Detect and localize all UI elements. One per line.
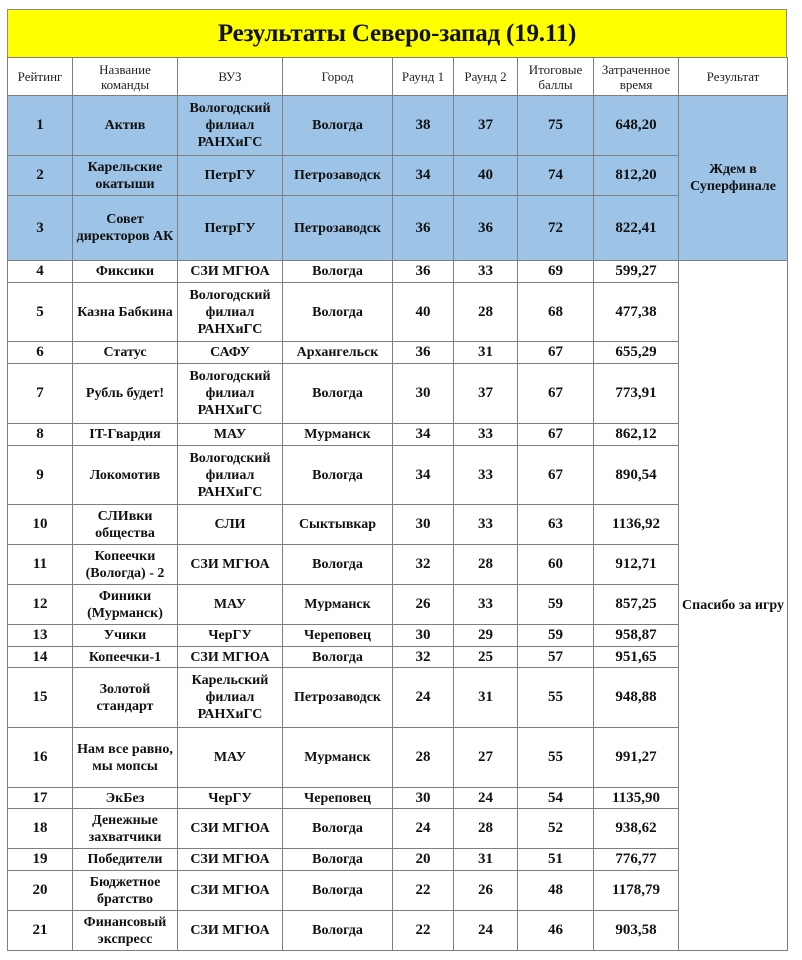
cell-total-score: 48 xyxy=(518,871,594,911)
table-row xyxy=(8,849,788,871)
cell-time-spent: 655,29 xyxy=(594,342,679,364)
cell-round1: 32 xyxy=(393,545,454,585)
cell-time-spent: 951,65 xyxy=(594,647,679,668)
cell-round1: 30 xyxy=(393,364,454,424)
cell-rank: 16 xyxy=(8,728,73,788)
table-row xyxy=(8,647,788,668)
cell-rank: 2 xyxy=(8,156,73,196)
cell-round1: 34 xyxy=(393,424,454,446)
cell-total-score: 69 xyxy=(518,261,594,283)
cell-university: СЗИ МГЮА xyxy=(178,871,283,911)
cell-city: Вологда xyxy=(283,261,393,283)
cell-rank: 3 xyxy=(8,196,73,261)
cell-city: Вологда xyxy=(283,809,393,849)
cell-total-score: 75 xyxy=(518,96,594,156)
cell-rank: 20 xyxy=(8,871,73,911)
table-row xyxy=(8,809,788,849)
cell-city: Вологда xyxy=(283,283,393,342)
cell-round2: 33 xyxy=(454,505,518,545)
cell-round1: 34 xyxy=(393,156,454,196)
cell-total-score: 72 xyxy=(518,196,594,261)
cell-round1: 26 xyxy=(393,585,454,625)
cell-round2: 31 xyxy=(454,849,518,871)
cell-team-name: Совет директоров АК xyxy=(73,196,178,261)
col-header-time: Затраченное время xyxy=(594,58,679,96)
cell-round2: 31 xyxy=(454,342,518,364)
cell-university: МАУ xyxy=(178,585,283,625)
cell-time-spent: 938,62 xyxy=(594,809,679,849)
cell-round2: 33 xyxy=(454,424,518,446)
results-table xyxy=(7,57,788,951)
table-row xyxy=(8,585,788,625)
cell-round2: 40 xyxy=(454,156,518,196)
cell-team-name: Золотой стандарт xyxy=(73,668,178,728)
cell-round1: 30 xyxy=(393,505,454,545)
col-header-city: Город xyxy=(283,58,393,96)
cell-time-spent: 862,12 xyxy=(594,424,679,446)
cell-time-spent: 991,27 xyxy=(594,728,679,788)
table-row xyxy=(8,364,788,424)
header-row xyxy=(8,58,788,96)
cell-team-name: Фиксики xyxy=(73,261,178,283)
cell-city: Вологда xyxy=(283,446,393,505)
cell-team-name: Финансовый экспресс xyxy=(73,911,178,951)
cell-time-spent: 890,54 xyxy=(594,446,679,505)
table-row xyxy=(8,788,788,809)
cell-rank: 12 xyxy=(8,585,73,625)
cell-university: Карельский филиал РАНХиГС xyxy=(178,668,283,728)
col-header-round2: Раунд 2 xyxy=(454,58,518,96)
cell-city: Мурманск xyxy=(283,585,393,625)
cell-round1: 36 xyxy=(393,342,454,364)
cell-university: МАУ xyxy=(178,424,283,446)
cell-rank: 21 xyxy=(8,911,73,951)
cell-city: Вологда xyxy=(283,911,393,951)
table-row xyxy=(8,196,788,261)
cell-round1: 20 xyxy=(393,849,454,871)
cell-rank: 6 xyxy=(8,342,73,364)
cell-team-name: Бюджетное братство xyxy=(73,871,178,911)
cell-round2: 33 xyxy=(454,585,518,625)
col-header-round1: Раунд 1 xyxy=(393,58,454,96)
cell-team-name: Победители xyxy=(73,849,178,871)
cell-city: Петрозаводск xyxy=(283,196,393,261)
cell-total-score: 51 xyxy=(518,849,594,871)
cell-city: Петрозаводск xyxy=(283,156,393,196)
table-row xyxy=(8,342,788,364)
cell-rank: 5 xyxy=(8,283,73,342)
cell-total-score: 60 xyxy=(518,545,594,585)
cell-city: Вологда xyxy=(283,96,393,156)
cell-team-name: Казна Бабкина xyxy=(73,283,178,342)
cell-round2: 28 xyxy=(454,809,518,849)
cell-team-name: Учики xyxy=(73,625,178,647)
cell-round1: 40 xyxy=(393,283,454,342)
col-header-university: ВУЗ xyxy=(178,58,283,96)
cell-round2: 24 xyxy=(454,788,518,809)
cell-round1: 34 xyxy=(393,446,454,505)
table-row xyxy=(8,446,788,505)
cell-team-name: IT-Гвардия xyxy=(73,424,178,446)
cell-time-spent: 948,88 xyxy=(594,668,679,728)
cell-rank: 15 xyxy=(8,668,73,728)
cell-university: ЧерГУ xyxy=(178,625,283,647)
cell-round2: 24 xyxy=(454,911,518,951)
result-superfinal-badge: Ждем в Суперфинале xyxy=(679,96,788,261)
cell-city: Череповец xyxy=(283,625,393,647)
cell-total-score: 59 xyxy=(518,585,594,625)
cell-team-name: Финики (Мурманск) xyxy=(73,585,178,625)
cell-time-spent: 903,58 xyxy=(594,911,679,951)
cell-total-score: 55 xyxy=(518,668,594,728)
cell-total-score: 59 xyxy=(518,625,594,647)
cell-university: СЗИ МГЮА xyxy=(178,545,283,585)
cell-total-score: 52 xyxy=(518,809,594,849)
cell-total-score: 55 xyxy=(518,728,594,788)
cell-round1: 22 xyxy=(393,871,454,911)
cell-team-name: ЭкБез xyxy=(73,788,178,809)
cell-time-spent: 773,91 xyxy=(594,364,679,424)
cell-university: ПетрГУ xyxy=(178,156,283,196)
cell-city: Петрозаводск xyxy=(283,668,393,728)
cell-total-score: 67 xyxy=(518,364,594,424)
cell-university: СЗИ МГЮА xyxy=(178,911,283,951)
cell-total-score: 67 xyxy=(518,342,594,364)
cell-time-spent: 648,20 xyxy=(594,96,679,156)
table-row xyxy=(8,625,788,647)
cell-total-score: 67 xyxy=(518,424,594,446)
col-header-total: Итоговые баллы xyxy=(518,58,594,96)
cell-total-score: 74 xyxy=(518,156,594,196)
cell-team-name: Карельские окатыши xyxy=(73,156,178,196)
cell-city: Вологда xyxy=(283,364,393,424)
cell-university: САФУ xyxy=(178,342,283,364)
cell-rank: 7 xyxy=(8,364,73,424)
cell-rank: 17 xyxy=(8,788,73,809)
cell-team-name: Копеечки-1 xyxy=(73,647,178,668)
cell-university: Вологодский филиал РАНХиГС xyxy=(178,364,283,424)
cell-rank: 1 xyxy=(8,96,73,156)
cell-university: СЗИ МГЮА xyxy=(178,647,283,668)
cell-time-spent: 477,38 xyxy=(594,283,679,342)
cell-round1: 24 xyxy=(393,809,454,849)
cell-rank: 19 xyxy=(8,849,73,871)
cell-time-spent: 1135,90 xyxy=(594,788,679,809)
cell-university: СЗИ МГЮА xyxy=(178,849,283,871)
cell-time-spent: 958,87 xyxy=(594,625,679,647)
table-row xyxy=(8,261,788,283)
table-row xyxy=(8,505,788,545)
table-body xyxy=(8,96,788,951)
cell-round2: 37 xyxy=(454,364,518,424)
result-thanks-badge: Спасибо за игру xyxy=(679,261,788,951)
cell-city: Сыктывкар xyxy=(283,505,393,545)
cell-round2: 28 xyxy=(454,283,518,342)
cell-city: Вологда xyxy=(283,849,393,871)
cell-total-score: 46 xyxy=(518,911,594,951)
table-row xyxy=(8,545,788,585)
cell-university: СЛИ xyxy=(178,505,283,545)
cell-city: Череповец xyxy=(283,788,393,809)
cell-team-name: Статус xyxy=(73,342,178,364)
cell-round2: 29 xyxy=(454,625,518,647)
cell-round1: 38 xyxy=(393,96,454,156)
table-row xyxy=(8,424,788,446)
cell-total-score: 67 xyxy=(518,446,594,505)
table-row xyxy=(8,871,788,911)
cell-rank: 4 xyxy=(8,261,73,283)
col-header-team: Название команды xyxy=(73,58,178,96)
table-row xyxy=(8,911,788,951)
cell-total-score: 54 xyxy=(518,788,594,809)
cell-total-score: 68 xyxy=(518,283,594,342)
table-row xyxy=(8,728,788,788)
cell-team-name: Нам все равно, мы мопсы xyxy=(73,728,178,788)
cell-rank: 11 xyxy=(8,545,73,585)
col-header-rank: Рейтинг xyxy=(8,58,73,96)
cell-round1: 32 xyxy=(393,647,454,668)
table-row xyxy=(8,156,788,196)
cell-university: МАУ xyxy=(178,728,283,788)
table-row xyxy=(8,668,788,728)
cell-time-spent: 599,27 xyxy=(594,261,679,283)
cell-time-spent: 812,20 xyxy=(594,156,679,196)
cell-time-spent: 822,41 xyxy=(594,196,679,261)
cell-team-name: Актив xyxy=(73,96,178,156)
cell-university: Вологодский филиал РАНХиГС xyxy=(178,446,283,505)
cell-round2: 31 xyxy=(454,668,518,728)
cell-total-score: 57 xyxy=(518,647,594,668)
cell-round2: 33 xyxy=(454,446,518,505)
cell-rank: 14 xyxy=(8,647,73,668)
cell-round1: 36 xyxy=(393,261,454,283)
cell-rank: 10 xyxy=(8,505,73,545)
cell-city: Вологда xyxy=(283,545,393,585)
cell-round1: 36 xyxy=(393,196,454,261)
cell-round2: 36 xyxy=(454,196,518,261)
cell-university: ЧерГУ xyxy=(178,788,283,809)
cell-round1: 28 xyxy=(393,728,454,788)
cell-round2: 25 xyxy=(454,647,518,668)
table-row xyxy=(8,283,788,342)
cell-university: Вологодский филиал РАНХиГС xyxy=(178,96,283,156)
cell-city: Вологда xyxy=(283,871,393,911)
page-title: Результаты Северо-запад (19.11) xyxy=(7,9,787,57)
cell-team-name: Денежные захватчики xyxy=(73,809,178,849)
cell-university: СЗИ МГЮА xyxy=(178,809,283,849)
cell-rank: 18 xyxy=(8,809,73,849)
cell-city: Архангельск xyxy=(283,342,393,364)
cell-round1: 30 xyxy=(393,788,454,809)
cell-round2: 28 xyxy=(454,545,518,585)
cell-total-score: 63 xyxy=(518,505,594,545)
cell-city: Мурманск xyxy=(283,728,393,788)
cell-round1: 30 xyxy=(393,625,454,647)
cell-round1: 24 xyxy=(393,668,454,728)
cell-rank: 8 xyxy=(8,424,73,446)
cell-university: ПетрГУ xyxy=(178,196,283,261)
table-row xyxy=(8,96,788,156)
cell-round2: 37 xyxy=(454,96,518,156)
cell-university: СЗИ МГЮА xyxy=(178,261,283,283)
cell-university: Вологодский филиал РАНХиГС xyxy=(178,283,283,342)
cell-team-name: Копеечки (Вологда) - 2 xyxy=(73,545,178,585)
cell-round1: 22 xyxy=(393,911,454,951)
results-sheet xyxy=(7,9,787,951)
cell-round2: 26 xyxy=(454,871,518,911)
cell-city: Вологда xyxy=(283,647,393,668)
cell-team-name: Рубль будет! xyxy=(73,364,178,424)
cell-rank: 13 xyxy=(8,625,73,647)
cell-round2: 33 xyxy=(454,261,518,283)
cell-rank: 9 xyxy=(8,446,73,505)
cell-time-spent: 912,71 xyxy=(594,545,679,585)
cell-time-spent: 1136,92 xyxy=(594,505,679,545)
col-header-result: Результат xyxy=(679,58,788,96)
cell-team-name: СЛИвки общества xyxy=(73,505,178,545)
cell-time-spent: 776,77 xyxy=(594,849,679,871)
cell-round2: 27 xyxy=(454,728,518,788)
cell-team-name: Локомотив xyxy=(73,446,178,505)
cell-time-spent: 857,25 xyxy=(594,585,679,625)
cell-time-spent: 1178,79 xyxy=(594,871,679,911)
cell-city: Мурманск xyxy=(283,424,393,446)
